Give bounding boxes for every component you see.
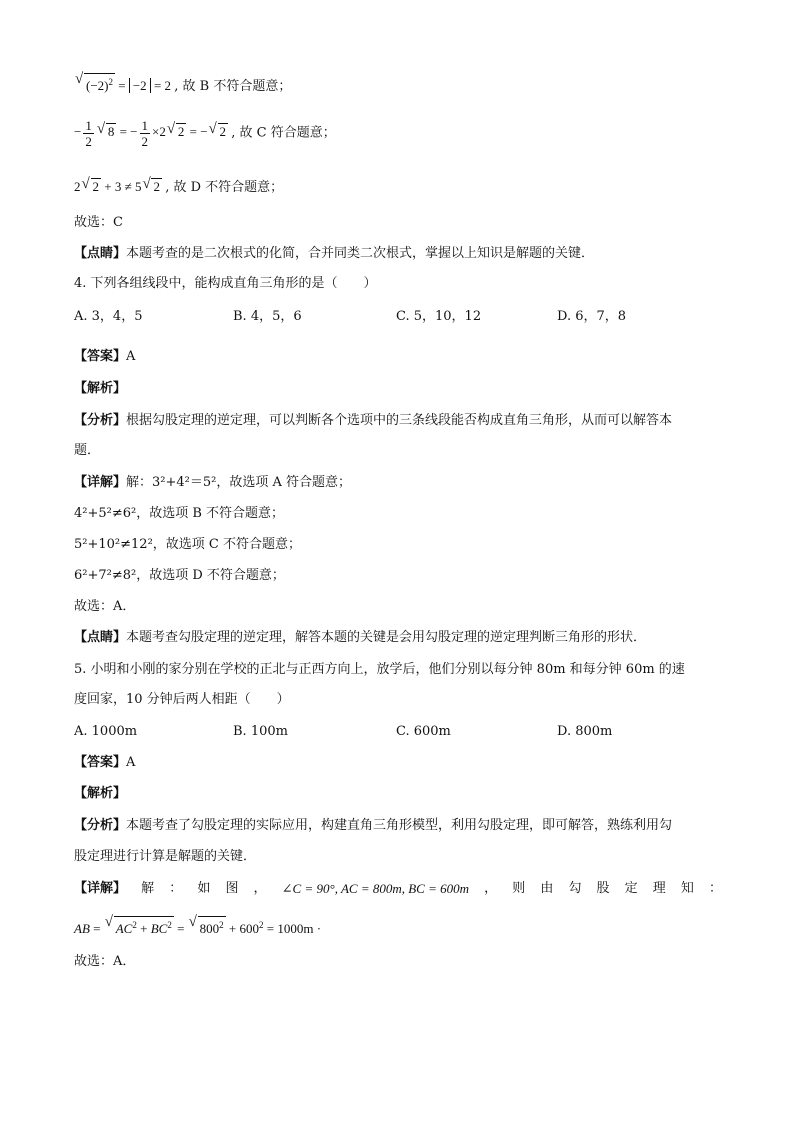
q4-answer-tag: 【答案】 <box>74 349 127 364</box>
q5-stem-1: 5. 小明和小刚的家分别在学校的正北与正西方向上，放学后，他们分别以每分钟 80m 和每分钟 60m 的速 <box>74 662 685 677</box>
q3-dianjing <box>74 245 594 263</box>
q5-detail-given: ∠C = 90°, AC = 800m, BC = 600m <box>281 881 470 896</box>
q5-formula <box>74 916 321 939</box>
q5-detail-word: 图 <box>225 881 239 896</box>
q5-fenxi-tag: 【分析】 <box>74 818 127 833</box>
q3-line-b-expr: √ $(-2)^2 = -2 = 2$ <box>74 78 174 93</box>
q5-detail-word: 股 <box>596 881 610 896</box>
q3-line-c <box>74 118 336 149</box>
q5-option-a: A. 1000m <box>74 724 138 739</box>
q4-conclusion: 故选：A． <box>74 599 136 614</box>
q5-detail-word: 勾 <box>568 881 582 896</box>
q5-detail-word: 解 <box>141 881 155 896</box>
q3-line-d-expr: 2√ 2 + 3 ≠ 5√ 2 <box>74 179 165 194</box>
q5-fenxi-2: 股定理进行计算是解题的关键． <box>74 849 257 864</box>
q4-fenxi-2: 题． <box>74 443 101 458</box>
q5-answer-tag: 【答案】 <box>74 755 127 770</box>
q3-line-b <box>74 73 291 96</box>
q5-answer-value: A <box>126 755 136 770</box>
q5-option-d: D. 800m <box>557 724 613 739</box>
q4-detail-2: 4²+5²≠6²，故选项 B 不符合题意； <box>74 506 285 521</box>
q5-option-b: B. 100m <box>233 724 288 739</box>
q4-answer <box>74 348 135 366</box>
q5-jiexi-heading: 【解析】 <box>74 786 127 801</box>
q3-line-b-text: , 故 B 不符合题意； <box>174 79 292 94</box>
q5-detail-word: 理 <box>652 881 666 896</box>
q5-detail-word: ， <box>484 881 498 896</box>
q4-detail-4: 6²+7²≠8²，故选项 D 不符合题意； <box>74 568 285 583</box>
q5-detail-word: 定 <box>624 881 638 896</box>
q5-detail-line <box>74 880 722 898</box>
q5-option-c: C. 600m <box>396 724 451 739</box>
q4-detail-3: 5²+10²≠12²，故选项 C 不符合题意； <box>74 537 301 552</box>
q3-line-d <box>74 178 283 197</box>
q5-answer <box>74 754 135 772</box>
q5-detail-word: 如 <box>197 881 211 896</box>
q3-line-c-expr: − $\frac{1}{2}$ √ 8 = − $\frac{1}{2}$ ×2√ 2 = −√ 2 <box>74 124 231 139</box>
q4-jiexi-heading: 【解析】 <box>74 381 127 396</box>
q4-option-d: D. 6，7，8 <box>557 309 627 324</box>
q4-dianjing-tag: 【点睛】 <box>74 630 127 645</box>
q3-dianjing-tag: 【点睛】 <box>74 246 127 261</box>
q5-conclusion: 故选：A． <box>74 954 136 969</box>
q4-detail-1 <box>74 474 351 492</box>
q5-detail-word: 则 <box>512 881 526 896</box>
q4-dianjing <box>74 629 646 647</box>
q4-fenxi-text-1: 根据勾股定理的逆定理，可以判断各个选项中的三条线段能否构成直角三角形，从而可以解答本 <box>126 413 673 428</box>
q3-answer: 故选：C <box>74 215 123 230</box>
q3-line-d-text: , 故 D 不符合题意； <box>165 180 284 195</box>
q5-detail-word: ， <box>253 881 267 896</box>
q4-fenxi-1 <box>74 412 672 430</box>
q4-xiangjie-tag: 【详解】 <box>74 475 127 490</box>
q5-formula-expr: AB = √ $AC^2 + BC^2$ = √ $800^2 + 600^2 = 1000m$ · <box>74 921 321 936</box>
q4-answer-value: A <box>126 349 136 364</box>
q4-option-b: B. 4，5，6 <box>233 309 302 324</box>
q4-dianjing-text: 本题考查勾股定理的逆定理，解答本题的关键是会用勾股定理的逆定理判断三角形的形状． <box>126 630 647 645</box>
q3-line-c-text: , 故 C 符合题意； <box>231 125 336 141</box>
q5-detail-word: ： <box>708 881 722 896</box>
q5-fenxi-1 <box>74 817 672 835</box>
q5-detail-word: 由 <box>540 881 554 896</box>
q5-detail-word: ： <box>169 881 183 896</box>
q4-detail-text-1: 解：3²+4²＝5²，故选项 A 符合题意； <box>126 475 352 490</box>
q4-fenxi-tag: 【分析】 <box>74 413 127 428</box>
q5-stem-2: 度回家，10 分钟后两人相距（ ） <box>74 692 290 707</box>
q4-option-c: C. 5，10，12 <box>396 309 482 324</box>
q4-stem: 4. 下列各组线段中，能构成直角三角形的是（ ） <box>74 276 377 291</box>
q5-fenxi-text-1: 本题考查了勾股定理的实际应用，构建直角三角形模型，利用勾股定理，即可解答，熟练利用勾 <box>126 818 673 833</box>
q4-option-a: A. 3，4，5 <box>74 309 143 324</box>
q5-detail-word: 知 <box>680 881 694 896</box>
q3-dianjing-text: 本题考查的是二次根式的化简，合并同类二次根式，掌握以上知识是解题的关键． <box>126 246 595 261</box>
q5-xiangjie-tag: 【详解】 <box>74 881 127 896</box>
